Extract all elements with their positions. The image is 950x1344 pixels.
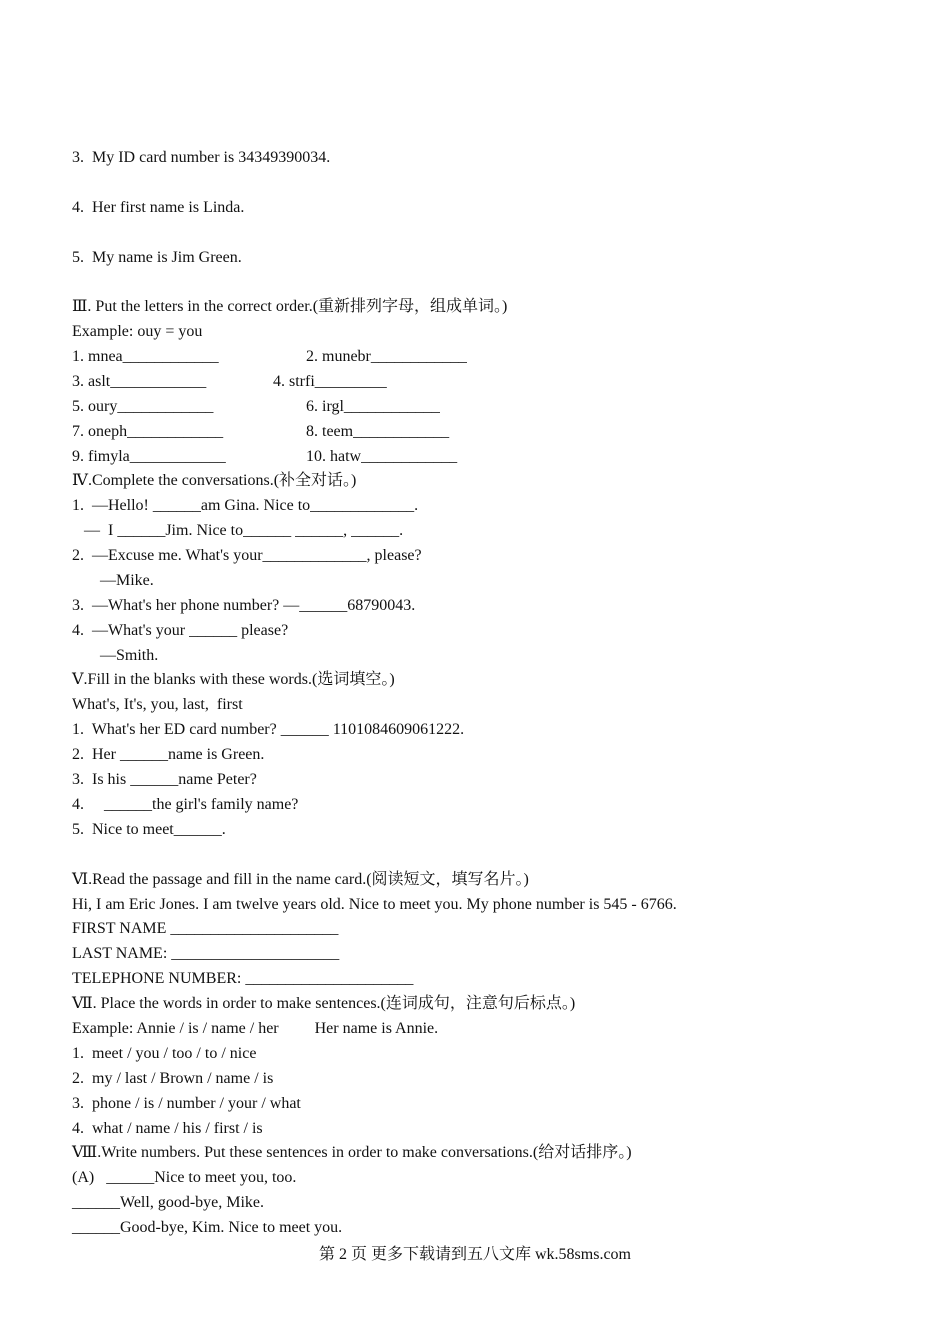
conversation-1-line-1: 1. —Hello! ______am Gina. Nice to_____________. — [72, 497, 419, 514]
section-8-heading: Ⅷ.Write numbers. Put these sentences in order to make conversations.(给对话排序。) — [72, 1144, 632, 1161]
fill-blank-5: 5. Nice to meet______. — [72, 821, 226, 838]
conversation-2-line-1: 2. —Excuse me. What's your_____________, please? — [72, 547, 422, 564]
scramble-item-5: 5. oury____________ — [72, 398, 214, 415]
sentence-3: 3. My ID card number is 34349390034. — [72, 149, 331, 166]
fill-blank-4: 4. ______the girl's family name? — [72, 796, 299, 813]
sentence-5: 5. My name is Jim Green. — [72, 249, 242, 266]
sentence-4: 4. Her first name is Linda. — [72, 199, 245, 216]
scramble-item-2: 2. munebr____________ — [306, 348, 467, 365]
fill-blank-2: 2. Her ______name is Green. — [72, 746, 265, 763]
conversation-4-line-2: —Smith. — [72, 647, 159, 664]
word-bank: What's, It's, you, last, first — [72, 696, 243, 713]
section-5-heading: Ⅴ.Fill in the blanks with these words.(选词填空。) — [72, 671, 395, 688]
section-4-heading: Ⅳ.Complete the conversations.(补全对话。) — [72, 472, 357, 489]
scramble-item-7: 7. oneph____________ — [72, 423, 224, 440]
fill-blank-1: 1. What's her ED card number? ______ 1101084609061222. — [72, 721, 465, 738]
conversation-3: 3. —What's her phone number? —______68790043. — [72, 597, 416, 614]
section-7-example: Example: Annie / is / name / her Her name is Annie. — [72, 1020, 439, 1037]
last-name-field: LAST NAME: _____________________ — [72, 945, 340, 962]
conversation-2-line-2: —Mike. — [72, 572, 154, 589]
section-3-heading: Ⅲ. Put the letters in the correct order.(重新排列字母，组成单词。) — [72, 298, 508, 315]
conversation-1-line-2: — I ______Jim. Nice to______ ______, ______. — [72, 522, 404, 539]
first-name-field: FIRST NAME _____________________ — [72, 920, 339, 937]
conversation-a-line-3: ______Good-bye, Kim. Nice to meet you. — [72, 1219, 343, 1236]
section-3-example: Example: ouy = you — [72, 323, 203, 340]
conversation-4-line-1: 4. —What's your ______ please? — [72, 622, 289, 639]
scramble-item-9: 9. fimyla____________ — [72, 448, 226, 465]
fill-blank-3: 3. Is his ______name Peter? — [72, 771, 257, 788]
conversation-a-line-1: (A) ______Nice to meet you, too. — [72, 1169, 297, 1186]
telephone-field: TELEPHONE NUMBER: _____________________ — [72, 970, 414, 987]
conversation-a-line-2: ______Well, good-bye, Mike. — [72, 1194, 265, 1211]
order-item-3: 3. phone / is / number / your / what — [72, 1095, 301, 1112]
order-item-4: 4. what / name / his / first / is — [72, 1120, 263, 1137]
passage: Hi, I am Eric Jones. I am twelve years old. Nice to meet you. My phone number is 545 - 6766. — [72, 896, 677, 913]
scramble-item-3: 3. aslt____________ — [72, 373, 207, 390]
scramble-item-10: 10. hatw____________ — [306, 448, 458, 465]
scramble-item-1: 1. mnea____________ — [72, 348, 219, 365]
section-6-heading: Ⅵ.Read the passage and fill in the name card.(阅读短文，填写名片。) — [72, 871, 529, 888]
scramble-item-6: 6. irgl____________ — [306, 398, 440, 415]
section-7-heading: Ⅶ. Place the words in order to make sentences.(连词成句，注意句后标点。) — [72, 995, 576, 1012]
order-item-2: 2. my / last / Brown / name / is — [72, 1070, 274, 1087]
scramble-item-8: 8. teem____________ — [306, 423, 450, 440]
order-item-1: 1. meet / you / too / to / nice — [72, 1045, 257, 1062]
scramble-item-4: 4. strfi_________ — [273, 373, 387, 390]
page-footer: 第 2 页 更多下载请到五八文库 wk.58sms.com — [318, 1246, 631, 1263]
